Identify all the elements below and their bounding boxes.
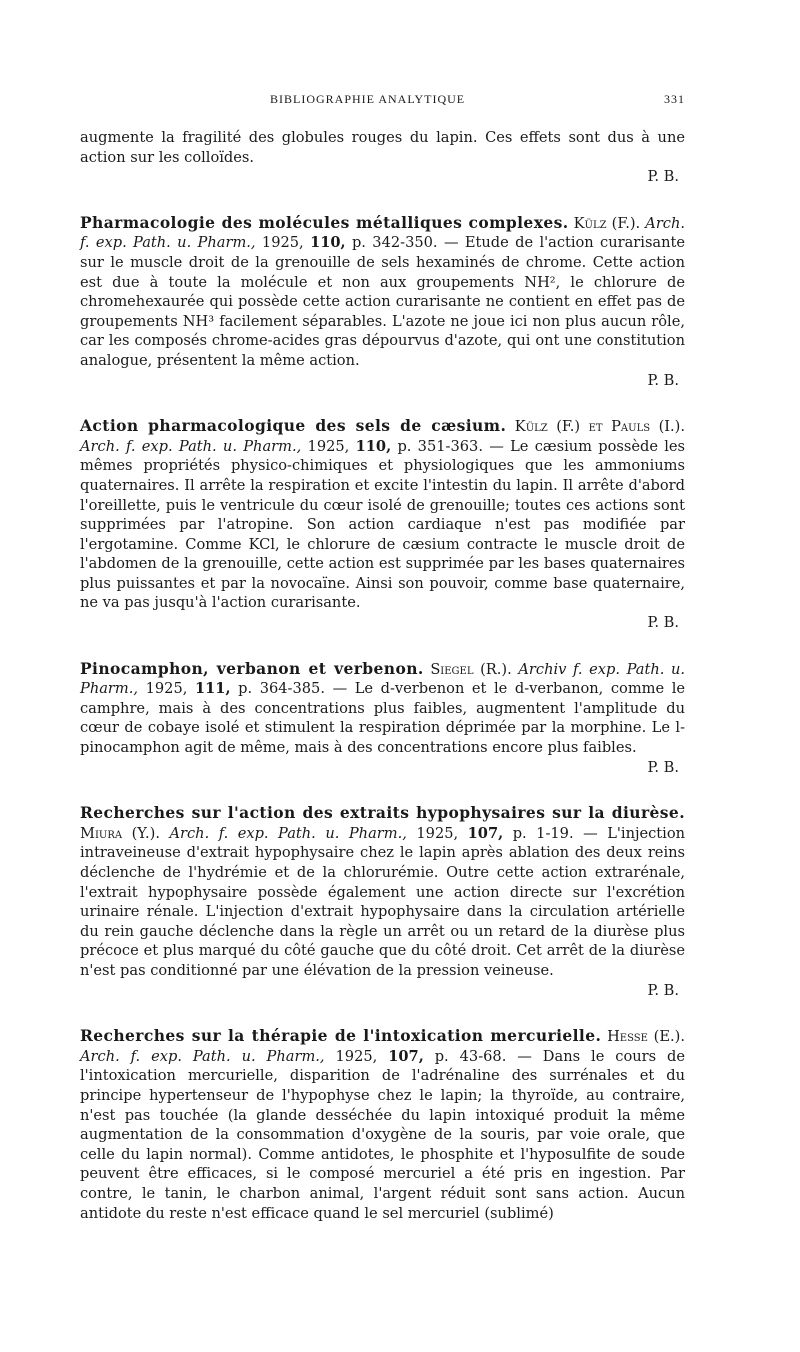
signature: P. B. <box>647 981 679 999</box>
entry-year: 1925, <box>261 234 304 252</box>
continuation-paragraph <box>80 128 685 187</box>
entry-volume: 110, <box>355 437 392 455</box>
bibliography-entry <box>80 803 685 1000</box>
continuation-text: augmente la fragilité des globules rouges du lapin. Ces effets sont dus à une action sur les colloïdes. <box>80 129 685 166</box>
entry-pages: p. 351-363. <box>397 437 483 455</box>
running-header <box>80 92 685 112</box>
bibliography-entry <box>80 416 685 633</box>
bibliography-entry <box>80 659 685 778</box>
entry-pages: p. 364-385. <box>238 680 325 698</box>
signature: P. B. <box>647 168 679 186</box>
entry-pages: p. 43-68. <box>434 1047 507 1065</box>
entry-title: Pharmacologie des molécules métalliques complexes. <box>80 212 569 232</box>
entry-journal: Arch. f. exp. Path. u. Pharm., <box>169 824 407 842</box>
entry-title: Pinocamphon, verbanon et verbenon. <box>80 658 424 678</box>
entry-author: Miura (Y.). <box>80 824 160 842</box>
entry-author: Hesse (E.). <box>607 1028 686 1046</box>
entry-author: Külz (F.). <box>573 214 641 232</box>
signature: P. B. <box>647 614 679 632</box>
running-title: BIBLIOGRAPHIE ANALYTIQUE <box>270 92 466 106</box>
entry-pages: p. 1-19. <box>512 824 574 842</box>
entry-title: Action pharmacologique des sels de cæsium. <box>80 416 507 436</box>
entry-year: 1925, <box>307 437 350 455</box>
entry-volume: 110, <box>310 234 346 252</box>
entry-body: — Dans le cours de l'intoxication mercurielle, disparition de l'adrénaline des surrénales et du principe hypertenseur de l'hypophyse chez le lapin; la thyroïde, au contraire, n'est pas touchée (la glande desséchée du lapin intoxiqué produit la même augmentation de la consommation d'oxygène de la souris, par voie orale, que celle du lapin normal). Comme antidotes, le phosphite et l'hyposulfite de soude peuvent être efficaces, si le composé mercuriel a été pris en ingestion. Par contre, le tanin, le charbon animal, l'argent réduit sont sans action. Aucun antidote du reste n'est efficace quand le sel mercuriel (sublimé) <box>80 1047 686 1222</box>
page-number: 331 <box>664 92 685 106</box>
entry-body: — Etude de l'action curarisante sur le muscle droit de la grenouille de sels hexaminés de chrome. Cette action est due à toute la molécule et non aux groupements NH², le chlorure de chromehexaurée qui possède cette action curarisante ne contient en effet pas de groupements NH³ facilement séparables. L'azote ne joue ici non plus aucun rôle, car les composés chrome-acides gras dépourvus d'azote, qui ont une constitution analogue, présentent la même action. <box>80 234 686 369</box>
entry-journal: Arch. f. exp. Path. u. Pharm., <box>80 437 302 455</box>
entry-body: — Le cæsium possède les mêmes propriétés physico-chimiques et physiologiques que les ammoniums quaternaires. Il arrête la respiration et excite l'intestin du lapin. Il arrête d'abord l'oreillette, puis le ventricule du cœur isolé de grenouille; toutes ces actions sont supprimées par l'atropine. Son action cardiaque n'est pas modifiée par l'ergotamine. Comme KCl, le chlorure de cæsium contracte le muscle droit de l'abdomen de la grenouille, cette action est supprimée par les bases quaternaires plus puissantes et par la novocaïne. Ainsi son pouvoir, comme base quaternaire, ne va pas jusqu'à l'action curarisante. <box>80 437 686 612</box>
entry-year: 1925, <box>416 824 459 842</box>
entry-volume: 111, <box>194 680 231 698</box>
entry-pages: p. 342-350. <box>351 234 438 252</box>
entry-title: Recherches sur la thérapie de l'intoxication mercurielle. <box>80 1026 602 1046</box>
entry-journal: Arch. f. exp. Path. u. Pharm., <box>80 214 686 252</box>
entry-year: 1925, <box>145 680 188 698</box>
signature: P. B. <box>647 758 679 776</box>
bibliography-entry <box>80 213 685 390</box>
entry-body: — Le d-verbenon et le d-verbanon, comme le camphre, mais à des concentrations plus faibles, augmentent l'amplitude du cœur de cobaye isolé et stimulent la respiration déprimée par la morphine. Le l-pinocamphon agit de même, mais à des concentrations encore plus faibles. <box>80 680 686 757</box>
signature: P. B. <box>647 371 679 389</box>
entry-title: Recherches sur l'action des extraits hypophysaires sur la diurèse. <box>80 803 685 823</box>
page-content <box>80 128 685 1223</box>
entry-author: Külz (F.) et Pauls (I.). <box>514 418 685 436</box>
entry-author: Siegel (R.). <box>430 660 512 678</box>
entry-journal: Arch. f. exp. Path. u. Pharm., <box>80 1047 325 1065</box>
entry-body: — L'injection intraveineuse d'extrait hypophysaire chez le lapin après ablation des deux reins déclenche de l'hydrémie et de la chlorurémie. Outre cette action extrarénale, l'extrait hypophysaire possède également une action directe sur l'excrétion urinaire rénale. L'injection d'extrait hypophysaire dans la circulation artérielle du rein gauche déclenche dans la règle un arrêt ou un retard de la diurèse plus précoce et plus marqué du côté gauche que du côté droit. Cet arrêt de la diurèse n'est pas conditionné par une élévation de la pression veineuse. <box>80 824 686 979</box>
entry-volume: 107, <box>388 1047 424 1065</box>
entry-year: 1925, <box>335 1047 378 1065</box>
entry-volume: 107, <box>467 824 504 842</box>
entry-journal: Archiv f. exp. Path. u. Pharm., <box>80 660 686 698</box>
bibliography-entry <box>80 1026 685 1223</box>
